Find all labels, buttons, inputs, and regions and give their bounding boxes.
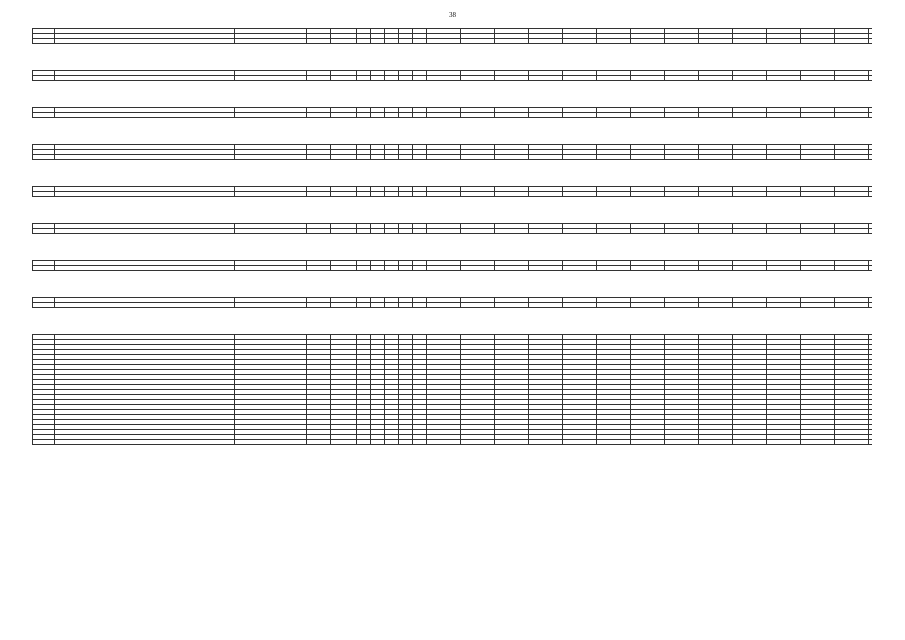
table-cell — [869, 81, 873, 108]
table-cell — [33, 271, 55, 298]
table-cell — [699, 308, 733, 335]
table-cell — [733, 44, 767, 71]
table-cell — [767, 234, 801, 261]
table-cell — [631, 118, 665, 145]
table-cell — [235, 271, 307, 298]
table-cell — [665, 160, 699, 187]
table-cell — [461, 197, 495, 224]
table-cell — [461, 440, 495, 445]
table-cell — [733, 308, 767, 335]
table-cell — [55, 234, 235, 261]
table-cell — [413, 197, 427, 224]
table-cell — [413, 118, 427, 145]
table-cell — [631, 440, 665, 445]
table-cell — [801, 271, 835, 298]
table-cell — [307, 440, 331, 445]
table-cell — [461, 234, 495, 261]
table-row-spacer — [33, 197, 873, 224]
table-cell — [307, 160, 331, 187]
table-cell — [331, 234, 357, 261]
table-cell — [399, 271, 413, 298]
table-cell — [597, 160, 631, 187]
table-cell — [331, 440, 357, 445]
table-cell — [597, 44, 631, 71]
table-cell — [427, 81, 461, 108]
table-cell — [427, 44, 461, 71]
table-row-spacer — [33, 118, 873, 145]
table-cell — [385, 271, 399, 298]
table-cell — [529, 160, 563, 187]
table-cell — [461, 81, 495, 108]
table-cell — [235, 160, 307, 187]
table-cell — [331, 44, 357, 71]
table-cell — [235, 118, 307, 145]
table-cell — [371, 234, 385, 261]
table-cell — [235, 197, 307, 224]
table-cell — [371, 308, 385, 335]
table-cell — [55, 271, 235, 298]
table-cell — [55, 440, 235, 445]
table-cell — [399, 234, 413, 261]
table-cell — [461, 118, 495, 145]
table-cell — [371, 271, 385, 298]
table-cell — [331, 308, 357, 335]
table-cell — [869, 308, 873, 335]
table-cell — [33, 308, 55, 335]
table-cell — [801, 197, 835, 224]
table-row-spacer — [33, 308, 873, 335]
table-cell — [427, 118, 461, 145]
table-cell — [631, 271, 665, 298]
table-cell — [835, 234, 869, 261]
table-row-spacer — [33, 81, 873, 108]
table-cell — [767, 197, 801, 224]
table-cell — [835, 308, 869, 335]
table-cell — [631, 160, 665, 187]
table-cell — [529, 440, 563, 445]
table-cell — [307, 81, 331, 108]
table-cell — [665, 308, 699, 335]
table-cell — [767, 271, 801, 298]
table-cell — [413, 234, 427, 261]
program-table-grid — [32, 28, 872, 445]
table-cell — [235, 81, 307, 108]
table-cell — [835, 197, 869, 224]
table-cell — [427, 234, 461, 261]
table-cell — [385, 308, 399, 335]
table-cell — [563, 440, 597, 445]
table-cell — [307, 271, 331, 298]
table-cell — [371, 81, 385, 108]
table-cell — [665, 234, 699, 261]
table-cell — [331, 81, 357, 108]
table-cell — [563, 44, 597, 71]
table-cell — [413, 81, 427, 108]
table-cell — [461, 271, 495, 298]
table-cell — [371, 440, 385, 445]
table-cell — [869, 44, 873, 71]
table-cell — [33, 234, 55, 261]
table-cell — [767, 440, 801, 445]
table-cell — [699, 81, 733, 108]
table-cell — [801, 160, 835, 187]
table-cell — [597, 197, 631, 224]
table-cell — [399, 81, 413, 108]
table-cell — [331, 118, 357, 145]
table-cell — [597, 308, 631, 335]
table-cell — [427, 440, 461, 445]
table-cell — [529, 234, 563, 261]
table-cell — [399, 440, 413, 445]
table-cell — [733, 440, 767, 445]
table-cell — [235, 234, 307, 261]
table-cell — [767, 81, 801, 108]
table-cell — [385, 440, 399, 445]
table-cell — [801, 234, 835, 261]
table-cell — [529, 308, 563, 335]
table-cell — [357, 271, 371, 298]
table-cell — [733, 160, 767, 187]
table-cell — [835, 160, 869, 187]
table-cell — [371, 197, 385, 224]
table-cell — [801, 81, 835, 108]
table-cell — [835, 440, 869, 445]
table-cell — [631, 234, 665, 261]
table-cell — [563, 271, 597, 298]
table-cell — [235, 44, 307, 71]
table-cell — [529, 197, 563, 224]
table-cell — [869, 118, 873, 145]
table-cell — [307, 308, 331, 335]
table-cell — [413, 160, 427, 187]
table-cell — [495, 118, 529, 145]
table-cell — [399, 118, 413, 145]
table-cell — [631, 308, 665, 335]
table-cell — [869, 440, 873, 445]
table-cell — [371, 160, 385, 187]
table-cell — [357, 118, 371, 145]
table-row — [33, 440, 873, 445]
table-cell — [835, 271, 869, 298]
table-cell — [399, 44, 413, 71]
table-cell — [385, 81, 399, 108]
table-cell — [733, 118, 767, 145]
table-cell — [413, 271, 427, 298]
table-cell — [427, 308, 461, 335]
table-cell — [699, 160, 733, 187]
table-cell — [399, 197, 413, 224]
table-cell — [307, 197, 331, 224]
table-cell — [665, 197, 699, 224]
table-cell — [55, 81, 235, 108]
table-cell — [563, 160, 597, 187]
table-cell — [371, 44, 385, 71]
table-cell — [33, 81, 55, 108]
table-cell — [801, 118, 835, 145]
table-cell — [357, 197, 371, 224]
table-row-spacer — [33, 234, 873, 261]
table-cell — [665, 440, 699, 445]
table-cell — [665, 271, 699, 298]
table-cell — [307, 44, 331, 71]
table-cell — [733, 234, 767, 261]
table-cell — [699, 44, 733, 71]
table-cell — [835, 118, 869, 145]
table-cell — [307, 118, 331, 145]
table-cell — [529, 271, 563, 298]
table-cell — [55, 308, 235, 335]
table-cell — [495, 81, 529, 108]
table-cell — [631, 81, 665, 108]
table-cell — [699, 118, 733, 145]
table-cell — [357, 81, 371, 108]
page-number: 38 — [449, 11, 456, 19]
table-cell — [699, 271, 733, 298]
table-cell — [55, 160, 235, 187]
table-cell — [461, 44, 495, 71]
table-cell — [495, 440, 529, 445]
table-cell — [413, 440, 427, 445]
table-cell — [665, 81, 699, 108]
table-cell — [461, 308, 495, 335]
table-cell — [235, 308, 307, 335]
table-cell — [529, 44, 563, 71]
table-cell — [427, 197, 461, 224]
table-cell — [427, 271, 461, 298]
table-cell — [563, 197, 597, 224]
table-cell — [733, 271, 767, 298]
table-cell — [55, 197, 235, 224]
table-cell — [33, 118, 55, 145]
table-cell — [385, 118, 399, 145]
table-cell — [427, 160, 461, 187]
table-cell — [495, 160, 529, 187]
table-cell — [399, 160, 413, 187]
table-cell — [869, 234, 873, 261]
table-cell — [767, 308, 801, 335]
table-cell — [461, 160, 495, 187]
table-cell — [631, 197, 665, 224]
table-cell — [33, 440, 55, 445]
table-cell — [307, 234, 331, 261]
table-cell — [529, 118, 563, 145]
table-cell — [597, 271, 631, 298]
table-cell — [357, 234, 371, 261]
table-cell — [357, 440, 371, 445]
table-cell — [767, 118, 801, 145]
table-cell — [495, 44, 529, 71]
table-cell — [869, 197, 873, 224]
table-cell — [563, 234, 597, 261]
table-cell — [385, 44, 399, 71]
table-cell — [733, 81, 767, 108]
table-cell — [33, 160, 55, 187]
table-cell — [597, 440, 631, 445]
table-cell — [597, 118, 631, 145]
table-cell — [665, 44, 699, 71]
table-cell — [699, 197, 733, 224]
table-cell — [33, 197, 55, 224]
table-cell — [563, 118, 597, 145]
program-table — [32, 28, 872, 598]
table-cell — [631, 44, 665, 71]
table-cell — [699, 440, 733, 445]
table-cell — [357, 160, 371, 187]
table-cell — [495, 197, 529, 224]
table-cell — [385, 234, 399, 261]
table-cell — [869, 160, 873, 187]
table-cell — [399, 308, 413, 335]
table-cell — [357, 308, 371, 335]
table-row-spacer — [33, 44, 873, 71]
table-cell — [835, 81, 869, 108]
table-cell — [699, 234, 733, 261]
table-cell — [563, 308, 597, 335]
table-cell — [767, 44, 801, 71]
table-cell — [331, 271, 357, 298]
table-cell — [835, 44, 869, 71]
table-cell — [385, 197, 399, 224]
table-cell — [495, 271, 529, 298]
table-row-spacer — [33, 271, 873, 298]
table-cell — [597, 234, 631, 261]
table-cell — [331, 197, 357, 224]
table-cell — [413, 308, 427, 335]
table-cell — [413, 44, 427, 71]
table-cell — [801, 440, 835, 445]
table-cell — [371, 118, 385, 145]
table-cell — [495, 234, 529, 261]
table-cell — [33, 44, 55, 71]
table-cell — [563, 81, 597, 108]
table-cell — [357, 44, 371, 71]
table-cell — [331, 160, 357, 187]
table-row-spacer — [33, 160, 873, 187]
table-cell — [55, 118, 235, 145]
table-cell — [869, 271, 873, 298]
table-cell — [495, 308, 529, 335]
table-cell — [665, 118, 699, 145]
table-cell — [733, 197, 767, 224]
table-cell — [801, 308, 835, 335]
table-cell — [597, 81, 631, 108]
table-cell — [767, 160, 801, 187]
table-cell — [529, 81, 563, 108]
table-cell — [55, 44, 235, 71]
table-cell — [801, 44, 835, 71]
table-cell — [235, 440, 307, 445]
table-cell — [385, 160, 399, 187]
